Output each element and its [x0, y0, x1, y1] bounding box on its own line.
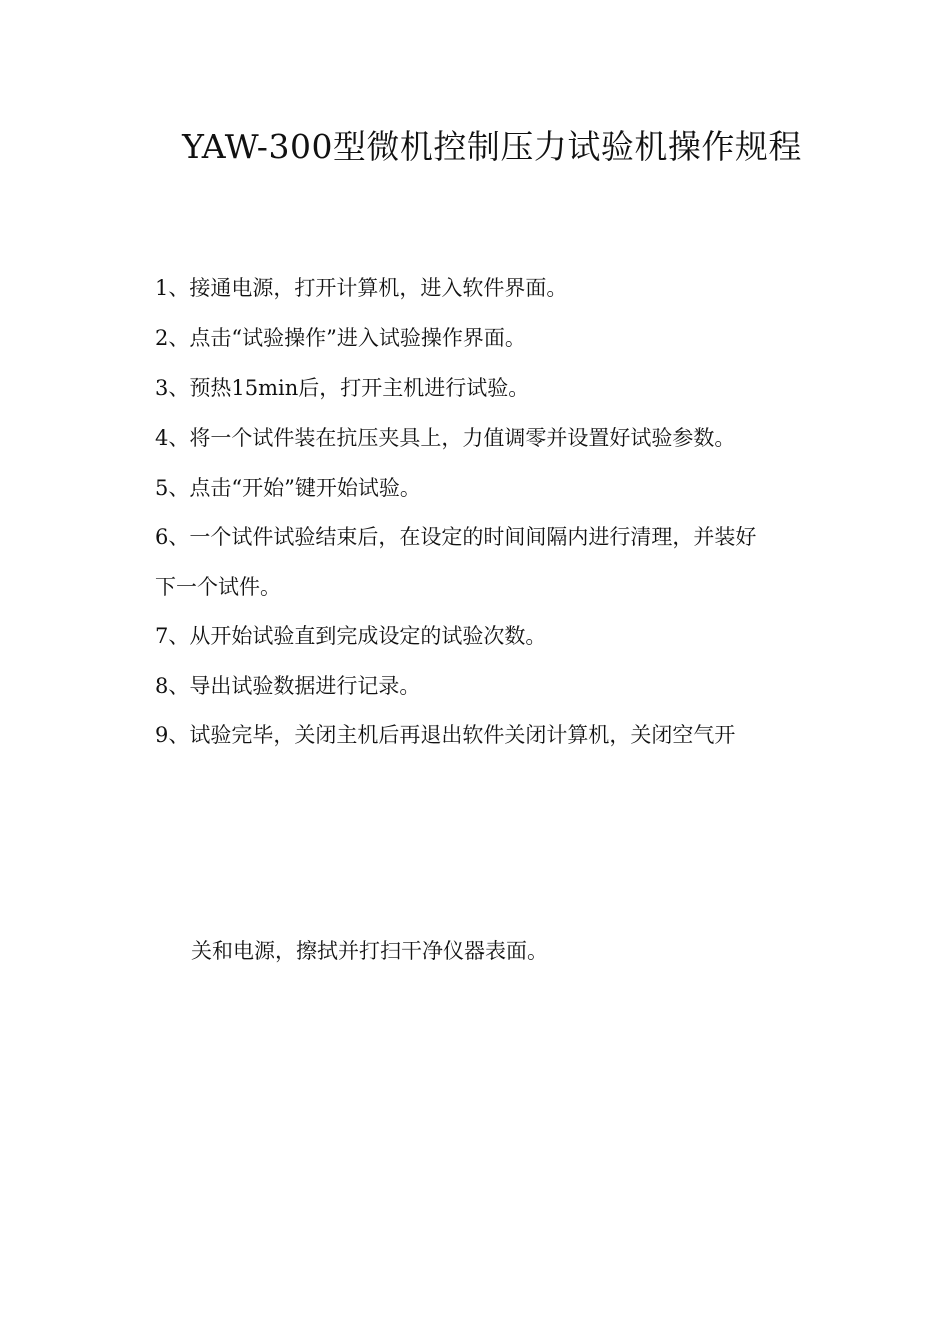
step-9: 9、试验完毕，关闭主机后再退出软件关闭计算机，关闭空气开: [155, 723, 736, 747]
step-3: 3、预热15min后，打开主机进行试验。: [155, 376, 530, 400]
step-9-continued: 关和电源，擦拭并打扫干净仪器表面。: [191, 939, 548, 963]
step-8: 8、导出试验数据进行记录。: [155, 674, 421, 698]
step-5: 5、点击“开始”键开始试验。: [155, 476, 421, 500]
step-2: 2、点击“试验操作”进入试验操作界面。: [155, 326, 526, 350]
step-1: 1、接通电源，打开计算机，进入软件界面。: [155, 276, 568, 300]
step-7: 7、从开始试验直到完成设定的试验次数。: [155, 624, 547, 648]
step-4: 4、将一个试件装在抗压夹具上，力值调零并设置好试验参数。: [155, 426, 736, 450]
step-6: 6、一个试件试验结束后，在设定的时间间隔内进行清理，并装好: [155, 525, 757, 549]
document-title: YAW-300型微机控制压力试验机操作规程: [182, 127, 802, 166]
step-6-continued: 下一个试件。: [155, 575, 281, 599]
